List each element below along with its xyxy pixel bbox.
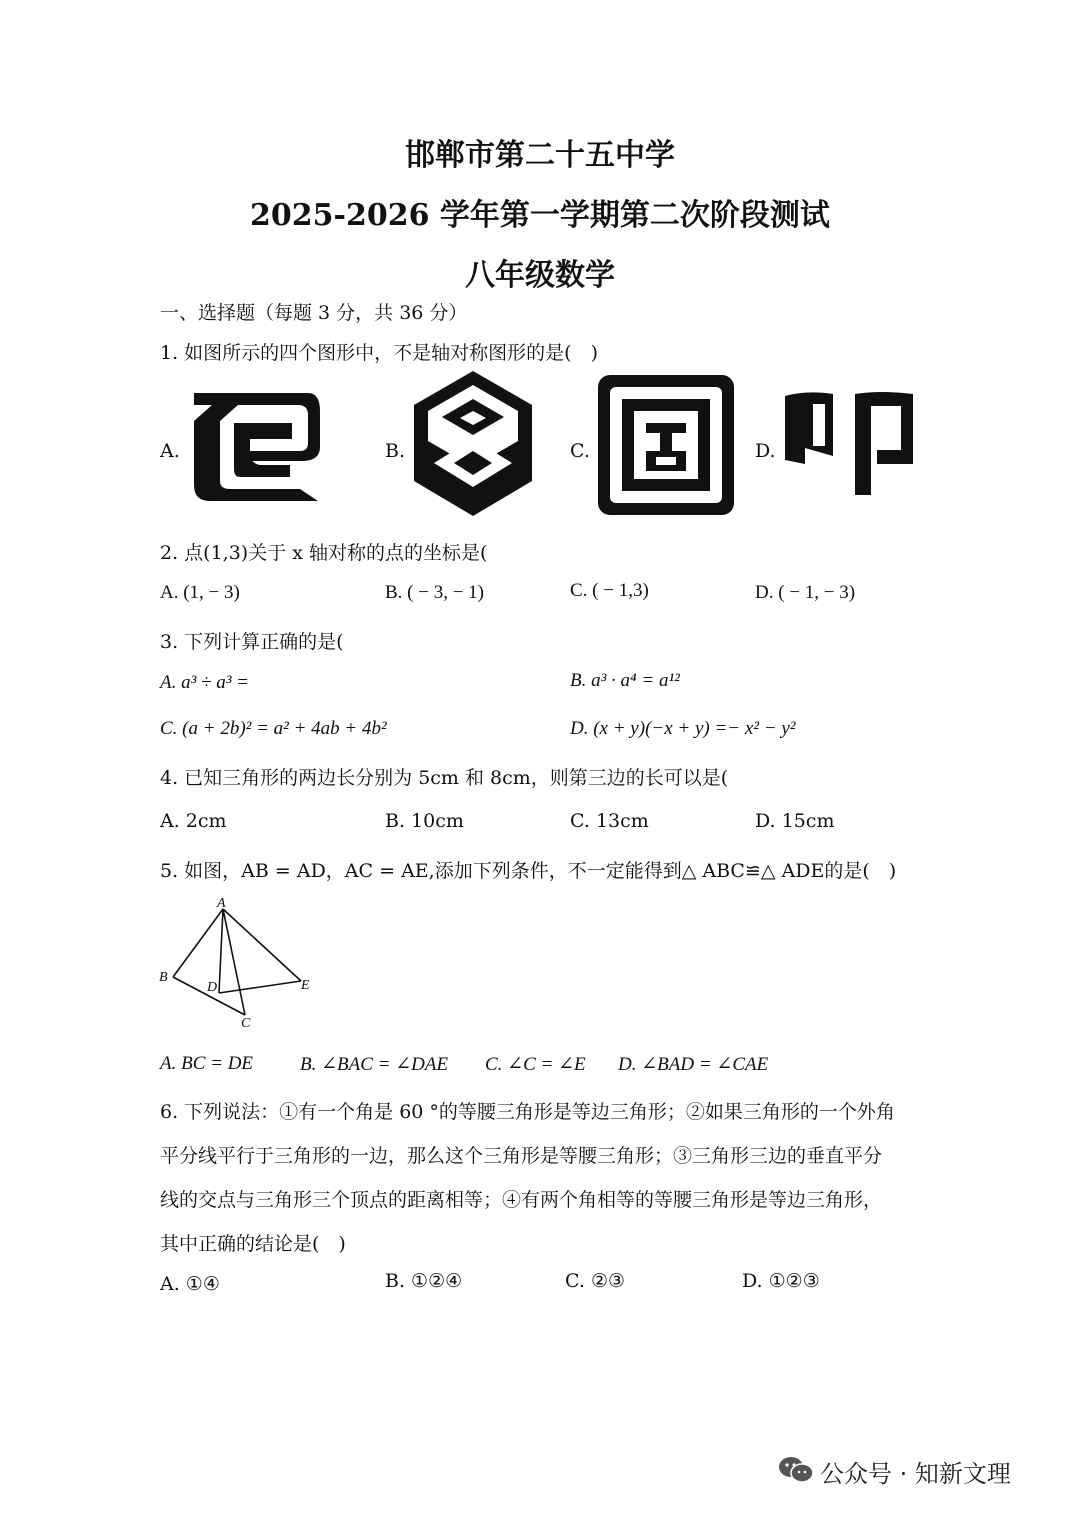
figure-d-logo	[785, 390, 915, 495]
watermark-text: 公众号 · 知新文理	[820, 1460, 1011, 1488]
wechat-icon	[778, 1455, 814, 1485]
school-title: 邯郸市第二十五中学	[405, 138, 675, 173]
label-d: D	[207, 980, 218, 995]
q6-line-4: 其中正确的结论是( )	[160, 1233, 346, 1255]
q5-triangle-figure	[155, 895, 330, 1035]
q6-line-1: 6. 下列说法：①有一个角是 60 °的等腰三角形是等边三角形；②如果三角形的一个外角	[160, 1101, 895, 1123]
q1-option-c: C.	[570, 440, 590, 462]
label-a: A	[217, 896, 226, 911]
q6-line-3: 线的交点与三角形三个顶点的距离相等；④有两个角相等的等腰三角形是等边三角形，	[160, 1189, 883, 1211]
q3-stem: 3. 下列计算正确的是(	[160, 631, 344, 653]
q2-option-b: B. ( − 3, − 1)	[385, 582, 485, 603]
subject-title: 八年级数学	[465, 258, 615, 293]
q1-option-b: B.	[385, 440, 406, 462]
q3-option-a: A. a³ ÷ a³ =	[160, 672, 249, 693]
q3-option-d: D. (x + y)(−x + y) =− x² − y²	[570, 718, 796, 739]
q6-option-b: B. ①②④	[385, 1270, 463, 1292]
q1-stem: 1. 如图所示的四个图形中，不是轴对称图形的是( )	[160, 342, 598, 364]
q6-option-a: A. ①④	[160, 1273, 220, 1295]
q5-stem: 5. 如图，AB = AD，AC = AE,添加下列条件，不一定能得到△ ABC≌△ ADE的是( )	[160, 860, 897, 882]
q2-option-d: D. ( − 1, − 3)	[755, 582, 856, 603]
q3-option-b: B. a³ · a⁴ = a¹²	[570, 670, 680, 691]
label-e: E	[301, 978, 310, 993]
q6-option-c: C. ②③	[565, 1270, 626, 1292]
q2-stem: 2. 点(1,3)关于 x 轴对称的点的坐标是(	[160, 542, 488, 564]
q1-option-a: A.	[160, 440, 180, 462]
q2-option-a: A. (1, − 3)	[160, 582, 240, 603]
figure-c-logo	[598, 375, 734, 515]
label-c: C	[241, 1016, 251, 1031]
section-heading: 一、选择题（每题 3 分，共 36 分）	[160, 302, 468, 324]
q4-option-c: C. 13cm	[570, 810, 649, 832]
q5-option-b: B. ∠BAC = ∠DAE	[300, 1054, 449, 1075]
figure-a-logo	[190, 393, 322, 501]
q2-option-c: C. ( − 1,3)	[570, 580, 649, 601]
figure-b-logo	[414, 371, 532, 516]
q4-option-a: A. 2cm	[160, 810, 227, 832]
q5-option-c: C. ∠C = ∠E	[485, 1054, 586, 1075]
q1-option-d: D.	[755, 440, 776, 462]
q6-line-2: 平分线平行于三角形的一边，那么这个三角形是等腰三角形；③三角形三边的垂直平分	[160, 1145, 883, 1167]
q6-option-d: D. ①②③	[742, 1270, 820, 1292]
q5-option-a: A. BC = DE	[160, 1053, 254, 1074]
q4-option-d: D. 15cm	[755, 810, 835, 832]
q3-option-c: C. (a + 2b)² = a² + 4ab + 4b²	[160, 718, 387, 739]
q4-option-b: B. 10cm	[385, 810, 464, 832]
q4-stem: 4. 已知三角形的两边长分别为 5cm 和 8cm，则第三边的长可以是(	[160, 767, 729, 789]
label-b: B	[159, 970, 168, 985]
q5-option-d: D. ∠BAD = ∠CAE	[618, 1054, 769, 1075]
exam-title: 2025-2026 学年第一学期第二次阶段测试	[250, 198, 830, 233]
